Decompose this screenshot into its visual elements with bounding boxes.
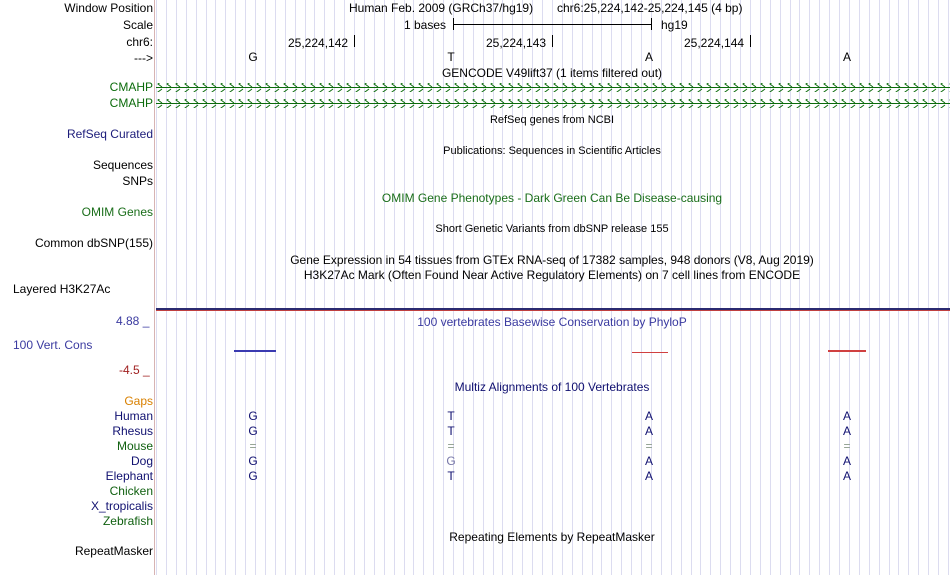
- species-label-zebrafish: Zebrafish: [102, 514, 153, 528]
- human-base-4: A: [842, 409, 851, 423]
- h3k27ac-signal-line-2: [156, 310, 950, 311]
- multiz-track-title: Multiz Alignments of 100 Vertebrates: [454, 380, 650, 394]
- window-position-value: chr6:25,224,142-25,224,145 (4 bp): [557, 1, 743, 15]
- dog-base-2: G: [446, 454, 456, 468]
- gencode-track-title: GENCODE V49lift37 (1 items filtered out): [441, 66, 663, 80]
- track-label-vert-cons[interactable]: 100 Vert. Cons: [13, 338, 93, 352]
- gaps-label: Gaps: [124, 394, 153, 408]
- mouse-base-3: =: [645, 439, 653, 453]
- omim-track-title: OMIM Gene Phenotypes - Dark Green Can Be Disease-causing: [381, 191, 723, 205]
- track-label-h3k27ac[interactable]: Layered H3K27Ac: [13, 282, 111, 296]
- base-3: A: [644, 50, 653, 64]
- strand-label: --->: [134, 51, 153, 65]
- h3k27ac-track-title: H3K27Ac Mark (Often Found Near Active Regulatory Elements) on 7 cell lines from ENCODE: [303, 268, 801, 282]
- track-label-dbsnp[interactable]: Common dbSNP(155): [34, 236, 153, 250]
- species-label-dog: Dog: [130, 454, 153, 468]
- species-label-chicken: Chicken: [109, 484, 153, 498]
- species-label-human: Human: [114, 409, 153, 423]
- elephant-base-4: A: [842, 469, 851, 483]
- track-label-omim[interactable]: OMIM Genes: [81, 205, 153, 219]
- label-separator: [154, 0, 155, 575]
- assembly-title: Human Feb. 2009 (GRCh37/hg19): [349, 1, 534, 15]
- mouse-base-1: =: [249, 439, 257, 453]
- rhesus-base-3: A: [644, 424, 653, 438]
- phylop-max-label: 4.88 _: [116, 314, 150, 328]
- human-base-1: G: [248, 409, 258, 423]
- scale-text: 1 bases: [404, 18, 447, 32]
- species-label-elephant: Elephant: [105, 469, 153, 483]
- gtex-track-title: Gene Expression in 54 tissues from GTEx RNA-seq of 17382 samples, 948 donors (V8, Aug 2019): [290, 253, 814, 267]
- base-1: G: [248, 50, 258, 64]
- rhesus-base-1: G: [248, 424, 258, 438]
- phylop-min-label: -4.5 _: [119, 363, 150, 377]
- elephant-base-1: G: [248, 469, 258, 483]
- repeatmasker-track-title: Repeating Elements by RepeatMasker: [449, 530, 655, 544]
- dog-base-4: A: [842, 454, 851, 468]
- scale-bar: [453, 24, 651, 25]
- scale-bar-right-tick: [651, 18, 652, 30]
- human-base-3: A: [644, 409, 653, 423]
- species-label-rhesus: Rhesus: [112, 424, 153, 438]
- mouse-base-4: =: [843, 439, 851, 453]
- track-label-cmahp-2[interactable]: CMAHP: [109, 96, 153, 110]
- dog-base-3: A: [644, 454, 653, 468]
- coordinate-1: 25,224,142: [288, 36, 349, 50]
- scale-database: hg19: [661, 18, 688, 32]
- rhesus-base-2: T: [447, 424, 455, 438]
- track-label-refseq[interactable]: RefSeq Curated: [66, 127, 153, 141]
- coordinate-3-tick: [750, 35, 751, 47]
- window-position-label: Window Position: [64, 1, 153, 15]
- elephant-base-3: A: [644, 469, 653, 483]
- phylop-bar-1: [234, 350, 276, 352]
- cmahp-transcript-2[interactable]: [156, 99, 950, 108]
- rhesus-base-4: A: [842, 424, 851, 438]
- coordinate-1-tick: [354, 35, 355, 47]
- track-label-snps[interactable]: SNPs: [122, 174, 153, 188]
- phylop-bar-4: [828, 350, 866, 352]
- track-label-sequences[interactable]: Sequences: [92, 158, 153, 172]
- species-label-mouse: Mouse: [116, 439, 153, 453]
- cmahp-gene-features[interactable]: [156, 80, 950, 112]
- coordinate-2: 25,224,143: [486, 36, 547, 50]
- scale-label: Scale: [122, 18, 153, 32]
- track-label-cmahp-1[interactable]: CMAHP: [109, 80, 153, 94]
- dog-base-1: G: [248, 454, 258, 468]
- mouse-base-2: =: [447, 439, 455, 453]
- chromosome-label: chr6:: [126, 35, 153, 49]
- species-label-xtropicalis: X_tropicalis: [90, 499, 153, 513]
- elephant-base-2: T: [447, 469, 455, 483]
- track-label-repeatmasker[interactable]: RepeatMasker: [74, 544, 153, 558]
- cmahp-transcript-1[interactable]: [156, 83, 950, 92]
- refseq-track-title: RefSeq genes from NCBI: [489, 114, 615, 126]
- coordinate-3: 25,224,144: [684, 36, 745, 50]
- publications-track-title: Publications: Sequences in Scientific Articles: [443, 145, 661, 157]
- coordinate-2-tick: [552, 35, 553, 47]
- base-2: T: [447, 50, 455, 64]
- base-4: A: [842, 50, 851, 64]
- phylop-track-title: 100 vertebrates Basewise Conservation by PhyloP: [417, 315, 687, 329]
- human-base-2: T: [447, 409, 455, 423]
- dbsnp-track-title: Short Genetic Variants from dbSNP release 155: [435, 223, 669, 235]
- phylop-bar-3: [632, 352, 668, 353]
